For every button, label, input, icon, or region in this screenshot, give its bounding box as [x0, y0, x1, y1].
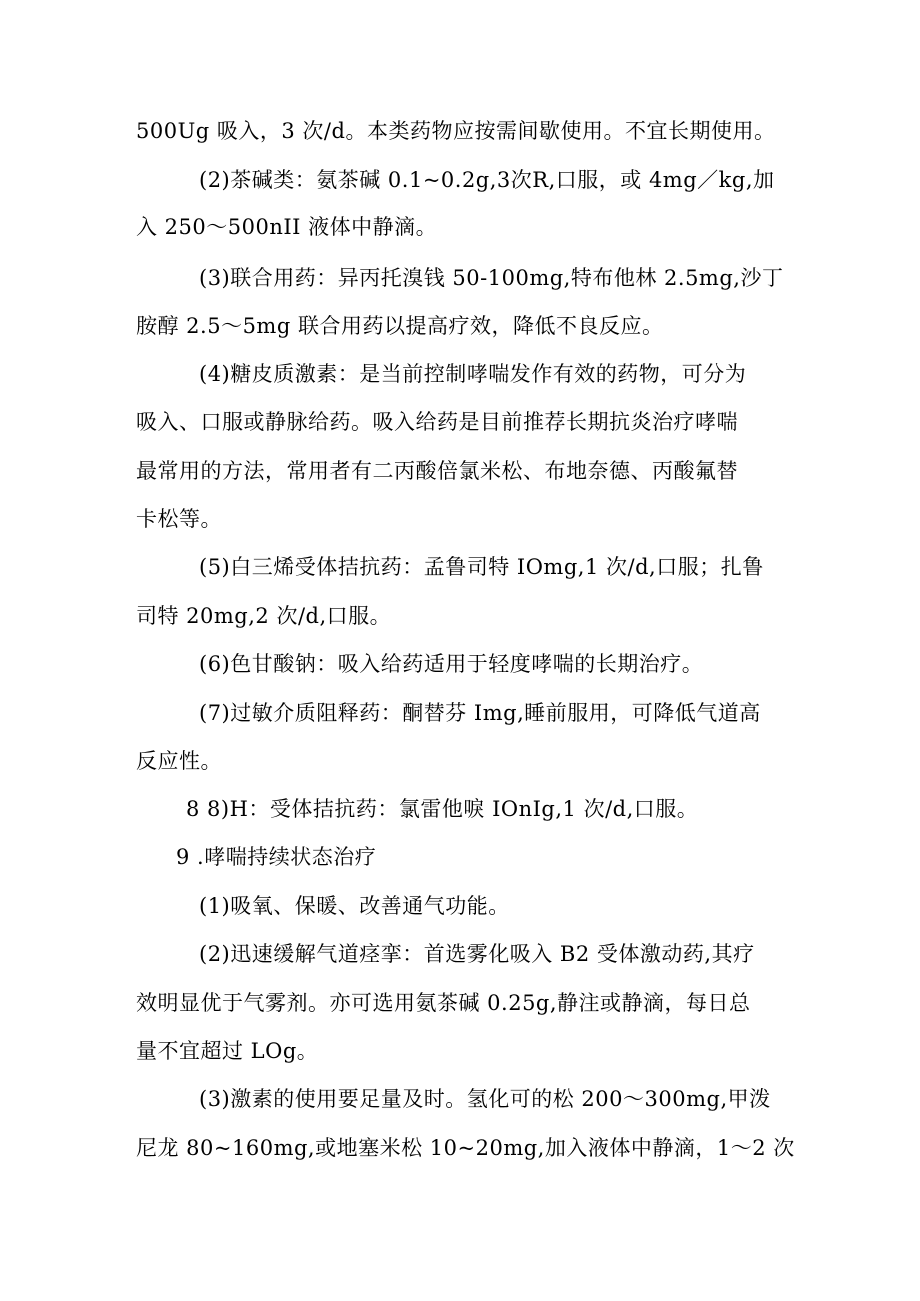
text-line: (1)吸氧、保暖、改善通气功能。: [199, 894, 510, 918]
text-line: 入 250～500nII 液体中静滴。: [136, 215, 438, 239]
text-line: 8 8)H：受体拮抗药：氯雷他唳 IOnIg,1 次/d,口服。: [186, 797, 699, 821]
text-line: 最常用的方法，常用者有二丙酸倍氯米松、布地奈德、丙酸氟替: [136, 459, 738, 483]
text-line: 吸入、口服或静脉给药。吸入给药是目前推荐长期抗炎治疗哮喘: [136, 410, 738, 434]
section-heading: 9 .哮喘持续状态治疗: [176, 845, 377, 869]
text-line: (7)过敏介质阻释药：酮替芬 Img,睡前服用，可降低气道高: [199, 701, 761, 725]
text-line: 司特 20mg,2 次/d,口服。: [136, 604, 392, 628]
text-line: (4)糖皮质激素：是当前控制哮喘发作有效的药物，可分为: [199, 362, 747, 386]
text-line: (5)白三烯受体拮抗药：孟鲁司特 IOmg,1 次/d,口服；扎鲁: [199, 555, 764, 579]
text-line: (2)茶碱类：氨茶碱 0.1~0.2g,3次R,口服，或 4mg／kg,加: [199, 168, 775, 192]
text-line: 效明显优于气雾剂。亦可选用氨茶碱 0.25g,静注或静滴，每日总: [136, 991, 751, 1015]
text-line: 500Ug 吸入，3 次/d。本类药物应按需间歇使用。不宜长期使用。: [136, 119, 776, 143]
text-line: 卡松等。: [136, 507, 222, 531]
text-line: (6)色甘酸钠：吸入给药适用于轻度哮喘的长期治疗。: [199, 652, 704, 676]
text-line: (3)联合用药：异丙托溴钱 50-100mg,特布他林 2.5mg,沙丁: [199, 266, 784, 290]
text-line: 量不宜超过 LOg。: [136, 1039, 319, 1063]
text-line: 反应性。: [136, 749, 222, 773]
text-line: 胺醇 2.5～5mg 联合用药以提高疗效，降低不良反应。: [136, 314, 664, 338]
text-line: (2)迅速缓解气道痉挛：首选雾化吸入 B2 受体激动药,其疗: [199, 942, 755, 966]
text-line: 尼龙 80~160mg,或地塞米松 10~20mg,加入液体中静滴，1～2 次: [136, 1136, 795, 1160]
text-line: (3)激素的使用要足量及时。氢化可的松 200～300mg,甲泼: [199, 1087, 771, 1111]
